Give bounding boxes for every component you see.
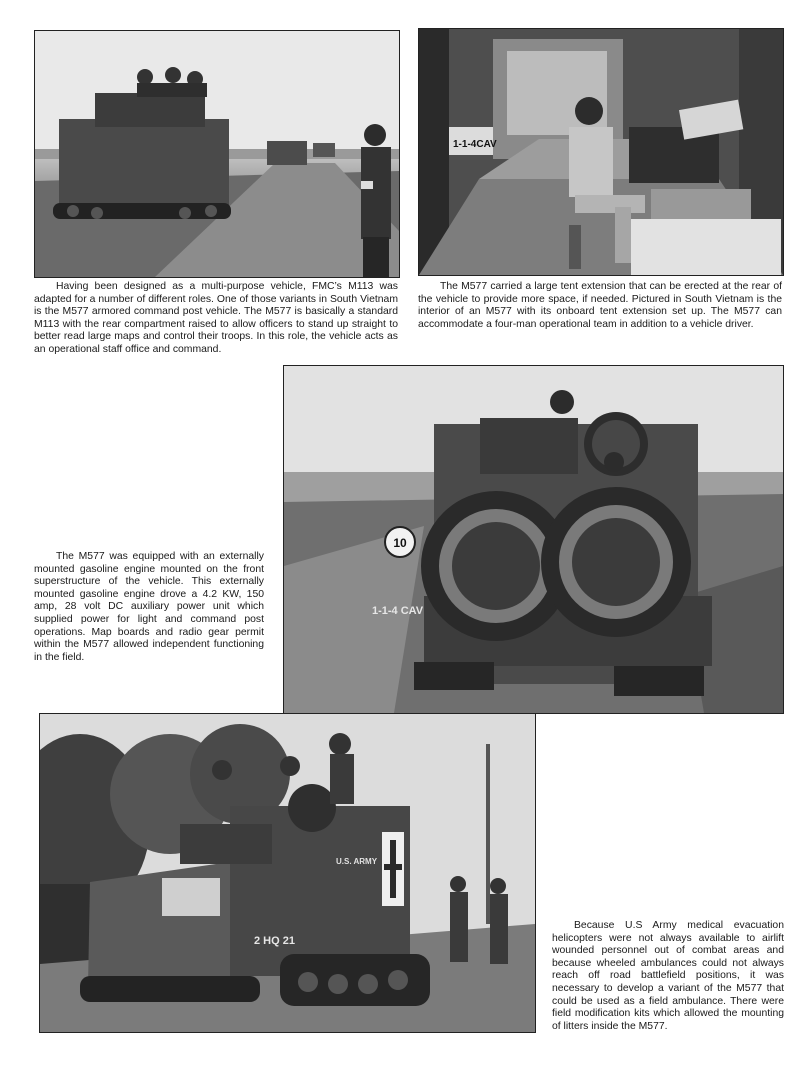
ambulance-side-marking: U.S. ARMY [336, 857, 378, 866]
photo-m113-road [34, 30, 400, 278]
rear-vehicle-marking: 1-1-4 CAV [372, 605, 424, 617]
caption-m577-ambulance: Because U.S Army medical evacuation helicopters were not always available to airlift wounded personnel out of combat areas and because wheeled ambulances could not always reach off road battlefield positions, it was necessary to develop a variant of the M577 that could be used as a field ambulance. There were field modification kits which allowed the mounting of litters inside the M577. [552, 920, 784, 1032]
photo-m577-rear [283, 365, 784, 714]
photo-m577-ambulance-illustration [40, 714, 535, 1032]
photo-m113-road-illustration [35, 31, 399, 277]
rear-number-plate: 10 [393, 536, 407, 550]
photo-m577-rear-illustration [284, 366, 783, 713]
photo-m577-interior-illustration [419, 29, 783, 275]
caption-m577-tent: The M577 carried a large tent extension that can be erected at the rear of the vehicle to provide more space, if needed. Pictured in South Vietnam is the interior of an M577 with its onboard tent extension set up. The M577 can accommodate a four-man operational team in addition to a vehicle driver. [418, 281, 782, 330]
caption-m113-variants: Having been designed as a multi-purpose vehicle, FMC’s M113 was adapted for a number of different roles. One of those variants in South Vietnam is the M577 armored command post vehicle. The M577 is basically a standard M113 with the rear compartment raised to allow officers to stand up straight to better read large maps and control their troops. In this role, the vehicle acts as an operational staff office and command. [34, 281, 398, 355]
caption-m577-engine: The M577 was equipped with an externally mounted gasoline engine mounted on the front superstructure of the vehicle. This externally mounted gasoline engine drove a 4.2 KW, 150 amp, 28 volt DC auxiliary power unit which supplied power for light and command post operations. Map boards and radio gear permit within the M577 allowed independent functioning in the field. [34, 551, 264, 663]
interior-vehicle-marking: 1-1-4CAV [453, 139, 497, 150]
photo-m577-ambulance [39, 713, 536, 1033]
photo-m577-interior [418, 28, 784, 276]
ambulance-vehicle-marking: 2 HQ 21 [254, 935, 295, 947]
